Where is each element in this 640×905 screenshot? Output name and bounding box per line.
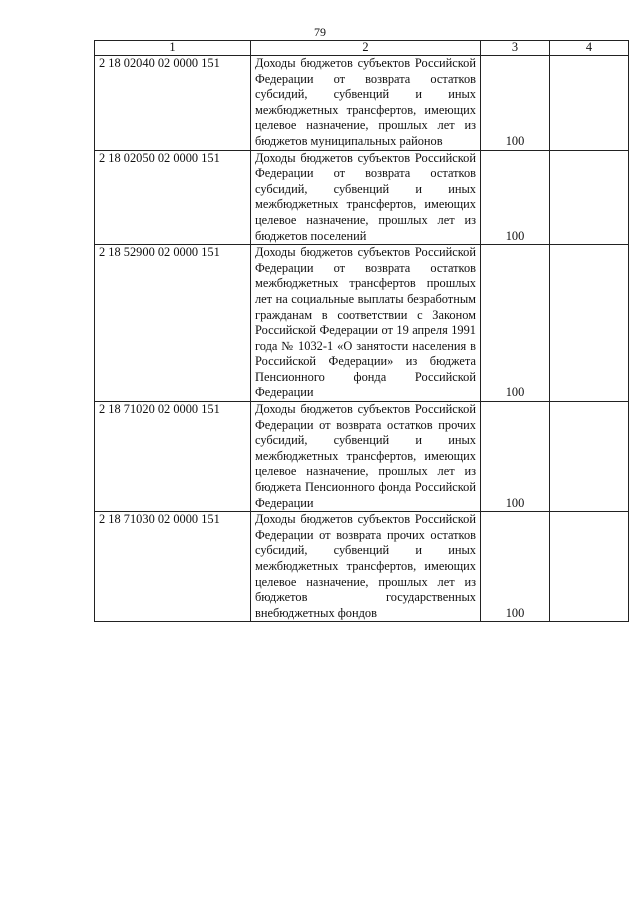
column-header-1: 1 [95,41,251,56]
revenue-amount: 100 [481,512,550,622]
revenue-code: 2 18 52900 02 0000 151 [95,245,251,402]
revenue-code: 2 18 02040 02 0000 151 [95,56,251,151]
column-header-4: 4 [550,41,629,56]
column-4-cell [550,402,629,512]
revenue-description: Доходы бюджетов субъектов Российской Федерации от возврата остатков субсидий, субвенций и иных межбюджетных трансфертов, имеющих целевое назначение, прошлых лет из бюджетов поселений [251,150,481,245]
revenue-amount: 100 [481,402,550,512]
revenue-code: 2 18 71020 02 0000 151 [95,402,251,512]
table-row [95,150,629,245]
column-4-cell [550,150,629,245]
revenue-code: 2 18 02050 02 0000 151 [95,150,251,245]
column-header-3: 3 [481,41,550,56]
revenue-amount: 100 [481,245,550,402]
column-4-cell [550,56,629,151]
revenue-description: Доходы бюджетов субъектов Российской Федерации от возврата остатков субсидий, субвенций и иных межбюджетных трансфертов, имеющих целевое назначение, прошлых лет из бюджетов муниципальных районов [251,56,481,151]
table-row [95,56,629,151]
table-row [95,245,629,402]
revenue-amount: 100 [481,56,550,151]
table-row [95,512,629,622]
header-row [95,41,629,56]
column-4-cell [550,245,629,402]
revenue-code: 2 18 71030 02 0000 151 [95,512,251,622]
page-number: 79 [314,25,326,39]
revenue-description: Доходы бюджетов субъектов Российской Федерации от возврата прочих остатков субсидий, субвенций и иных межбюджетных трансфертов, имеющих целевое назначение, прошлых лет из бюджетов государственных внебюджетных фондов [251,512,481,622]
column-header-2: 2 [251,41,481,56]
revenue-description: Доходы бюджетов субъектов Российской Федерации от возврата остатков межбюджетных трансфертов прошлых лет на социальные выплаты безработным гражданам в соответствии с Законом Российской Федерации от 19 апреля 1991 года № 1032-1 «О занятости населения в Российской Федерации» из бюджета Пенсионного фонда Российской Федерации [251,245,481,402]
revenue-amount: 100 [481,150,550,245]
budget-revenue-table [94,40,629,622]
revenue-description: Доходы бюджетов субъектов Российской Федерации от возврата остатков прочих субсидий, субвенций и иных межбюджетных трансфертов, имеющих целевое назначение, прошлых лет из бюджета Пенсионного фонда Российской Федерации [251,402,481,512]
table-row [95,402,629,512]
column-4-cell [550,512,629,622]
